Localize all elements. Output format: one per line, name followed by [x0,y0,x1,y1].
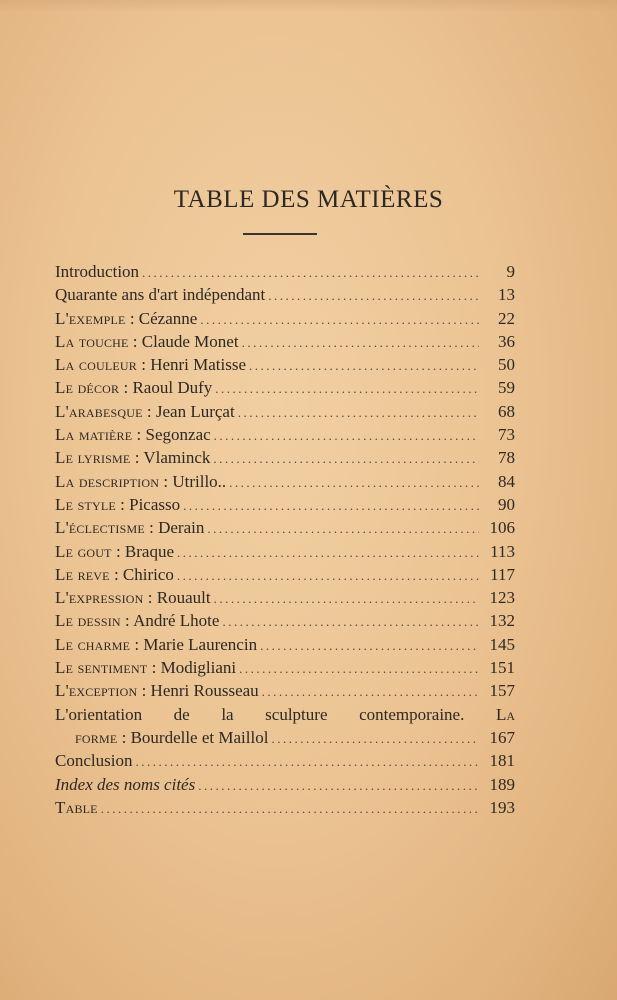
toc-entry-label [55,586,211,609]
toc-leader-dots [229,471,479,493]
toc-page-number: 151 [489,658,515,678]
toc-entry-section-name: Le sentiment [55,658,148,678]
toc-entry-label [55,353,246,376]
toc-entry-label [55,283,265,306]
toc-page-number: 157 [489,681,515,701]
toc-leader-dots [183,494,479,516]
toc-entry-text: : Chirico [109,564,174,584]
toc-entry-label [55,307,197,330]
toc-leader-dots [177,564,479,586]
toc-entry-text: : Bourdelle et Maillol [117,727,269,747]
toc-entry-label [55,516,204,539]
toc-entry-section-name: forme [75,727,118,747]
toc-leader-dots [213,447,479,469]
toc-entry-text: : Vlaminck [130,448,211,468]
toc-entry-text: Introduction [55,262,140,281]
toc-entry-label [55,260,139,283]
toc-leader-dots [222,610,479,632]
toc-entry-label [55,796,98,819]
toc-entry-section-name: L'arabesque [55,401,143,421]
toc-entry [55,563,515,586]
toc-leader-dots [215,377,479,399]
toc-entry-section-name: L'éclectisme [55,518,145,538]
toc-entry-wrapped-first-line [55,703,515,726]
toc-leader-dots [271,727,479,749]
toc-page-number: 78 [498,448,515,468]
toc-entry-section-name: La touche [55,331,129,351]
toc-entry-section-name: Table [55,797,98,817]
toc-entry-text: : Henri Matisse [136,355,247,375]
toc-entry-section-name: L'exemple [55,308,126,328]
toc-leader-dots [214,587,479,609]
toc-entry [55,470,515,493]
toc-page-number: 117 [490,564,515,584]
toc-entry-section-name: La [495,704,516,724]
toc-entry [55,493,515,516]
toc-entry-label [55,679,259,702]
toc-page-number: 59 [498,378,515,398]
toc-page-number: 13 [498,285,515,305]
toc-entry-section-name: Le style [55,494,116,514]
toc-leader-dots [200,308,479,330]
toc-entry-section-name: L'exception [55,681,138,701]
toc-entry-section-name: La description [55,471,160,491]
toc-leader-dots [101,797,479,819]
toc-page-number: 123 [489,588,515,608]
toc-entry-text: L'orientation de la sculpture contemporaine. [55,704,465,724]
toc-entry-text: : Marie Laurencin [130,634,258,654]
toc-entry-text: : Raoul Dufy [119,378,213,398]
toc-entry-label [55,423,211,446]
toc-entry-text: Conclusion [55,751,133,771]
toc-entry-label [55,749,132,772]
toc-entry-text: : Segonzac [132,425,211,445]
toc-entry [55,749,515,772]
toc-page-number: 68 [498,401,515,421]
toc-leader-dots [177,541,479,563]
toc-entry [55,609,515,632]
toc-entry-label [55,633,257,656]
toc-entry [55,656,515,679]
toc-entry-section-name: Le reve [55,564,110,584]
toc-entry-text: : Braque [111,541,175,561]
toc-leader-dots [239,657,479,679]
toc-page-number: 189 [489,774,515,794]
toc-leader-dots [260,634,479,656]
toc-page-number: 193 [489,797,515,817]
toc-entry [55,586,515,609]
toc-entry-label [55,330,239,353]
page-edge-shadow [0,0,617,12]
toc-entry [55,423,515,446]
toc-entry [55,773,515,796]
toc-entry [55,516,515,539]
toc-entry [55,260,515,283]
toc-leader-dots [207,517,479,539]
toc-entry [55,540,515,563]
toc-leader-dots [249,354,479,376]
toc-leader-dots [135,750,479,772]
toc-page-number: 22 [498,308,515,328]
toc-entry [55,633,515,656]
toc-page-number: 9 [506,262,515,281]
toc-page-number: 73 [498,425,515,445]
toc-entry-text: : Henri Rousseau [137,681,259,701]
toc-page-number: 50 [498,355,515,375]
toc-entry [55,796,515,819]
toc-entry-label [55,446,210,469]
toc-leader-dots [214,424,479,446]
toc-page-number: 132 [489,611,515,631]
toc-entry-section-name: Le dessin [55,611,121,631]
toc-entry-section-name: Le lyrisme [55,448,131,468]
toc-entry-label [55,493,180,516]
toc-entry [55,376,515,399]
toc-entry-section-name: Le gout [55,541,112,561]
toc-entry [55,307,515,330]
toc-page-number: 84 [498,471,515,491]
toc-entry-section-name: La matière [55,425,133,445]
toc-entry [55,679,515,702]
toc-entry-text: : Jean Lurçat [142,401,235,421]
toc-entry-label [75,726,268,749]
toc-leader-dots [198,774,479,796]
toc-entry-text: : Derain [144,518,205,538]
toc-leader-dots [238,401,479,423]
toc-entry-section-name: Le charme [55,634,131,654]
toc-page-number: 113 [490,541,515,561]
toc-entry-label [55,400,235,423]
toc-entry-label [55,376,212,399]
toc-page-number: 90 [498,494,515,514]
toc-entry-wrapped-second-line [55,726,515,749]
toc-entry [55,353,515,376]
toc-entry-text: : Modigliani [147,658,237,678]
toc-leader-dots [142,261,479,283]
toc-leader-dots [242,331,479,353]
toc-entry-label [55,540,174,563]
toc-entry-label [55,609,219,632]
toc-entry [55,283,515,306]
toc-entry-section-name: L'expression [55,588,144,608]
toc-entry-text: : Claude Monet [128,331,239,351]
toc-page-number: 181 [489,751,515,771]
toc-page-number: 106 [489,518,515,538]
toc-entry [55,330,515,353]
toc-page-number: 167 [489,727,515,747]
toc-entry-section-name: La couleur [55,355,137,375]
toc-entry-label [55,470,226,493]
toc-entry-text: : André Lhote [120,611,220,631]
toc-entry-label [55,563,174,586]
title-rule [243,233,317,235]
toc-entry-text: : Utrillo.. [159,471,227,491]
table-of-contents [55,260,515,819]
toc-entry [55,446,515,469]
toc-entry-text: : Picasso [115,494,181,514]
page-title: TABLE DES MATIÈRES [173,186,444,213]
toc-entry-label [55,773,195,796]
toc-leader-dots [262,680,479,702]
toc-entry-text: Quarante ans d'art indépendant [55,285,266,305]
toc-page-number: 145 [489,634,515,654]
toc-leader-dots [268,284,479,306]
toc-entry-text: Index des noms cités [55,774,196,794]
toc-entry-text: : Rouault [143,588,211,608]
toc-entry [55,400,515,423]
toc-entry-text: : Cézanne [125,308,198,328]
toc-entry-label [55,656,236,679]
toc-entry-section-name: Le décor [55,378,120,398]
toc-page-number: 36 [498,331,515,351]
